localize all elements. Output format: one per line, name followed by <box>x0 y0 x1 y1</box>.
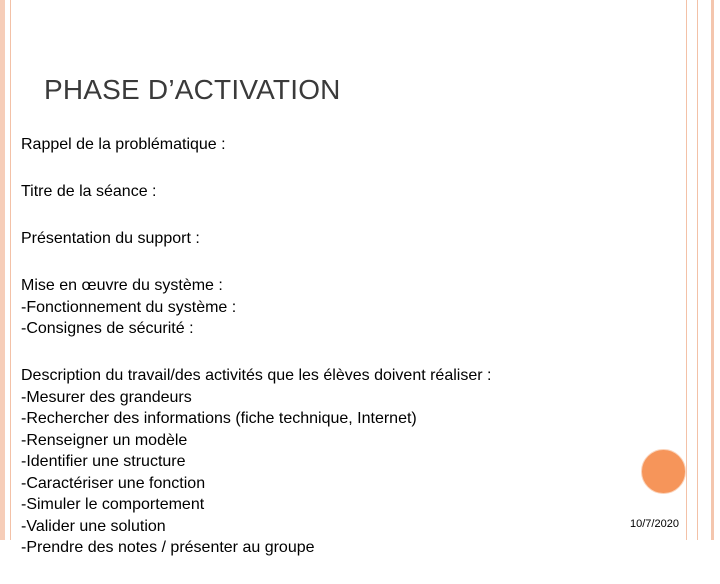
right-border-decoration <box>711 0 714 540</box>
paragraph-description-travail <box>21 365 491 559</box>
text-line: Description du travail/des activités que les élèves doivent réaliser : <box>21 367 492 384</box>
decorative-circle <box>641 449 686 494</box>
list-item: -Prendre des notes / présenter au groupe <box>21 539 315 556</box>
text-line: -Consignes de sécurité : <box>21 320 194 337</box>
text-line: Présentation du support : <box>21 230 200 247</box>
list-item: -Valider une solution <box>21 517 166 535</box>
paragraph-problematique <box>21 134 491 156</box>
text-line: Mise en œuvre du système : <box>21 277 223 294</box>
paragraph-support <box>21 228 491 250</box>
list-item: -Caractériser une fonction <box>21 474 206 492</box>
paragraph-mise-en-oeuvre <box>21 275 491 340</box>
list-item: -Identifier une structure <box>21 453 186 470</box>
left-border-line <box>10 0 11 540</box>
text-line: Titre de la séance : <box>21 183 157 200</box>
slide-title: PHASE D’ACTIVATION <box>44 74 341 105</box>
text-line: Rappel de la problématique : <box>21 136 226 153</box>
slide-body <box>21 134 491 584</box>
list-item: -Simuler le comportement <box>21 496 205 513</box>
right-border-line <box>686 0 687 540</box>
list-item: -Rechercher des informations (fiche technique, Internet) <box>21 410 417 427</box>
slide-date: 10/7/2020 <box>630 518 679 530</box>
left-border-decoration <box>0 0 5 540</box>
paragraph-titre-seance <box>21 181 491 203</box>
list-item: -Mesurer des grandeurs <box>21 388 192 406</box>
right-border-line <box>697 0 698 540</box>
list-item: -Renseigner un modèle <box>21 431 188 449</box>
text-line: -Fonctionnement du système : <box>21 298 237 316</box>
